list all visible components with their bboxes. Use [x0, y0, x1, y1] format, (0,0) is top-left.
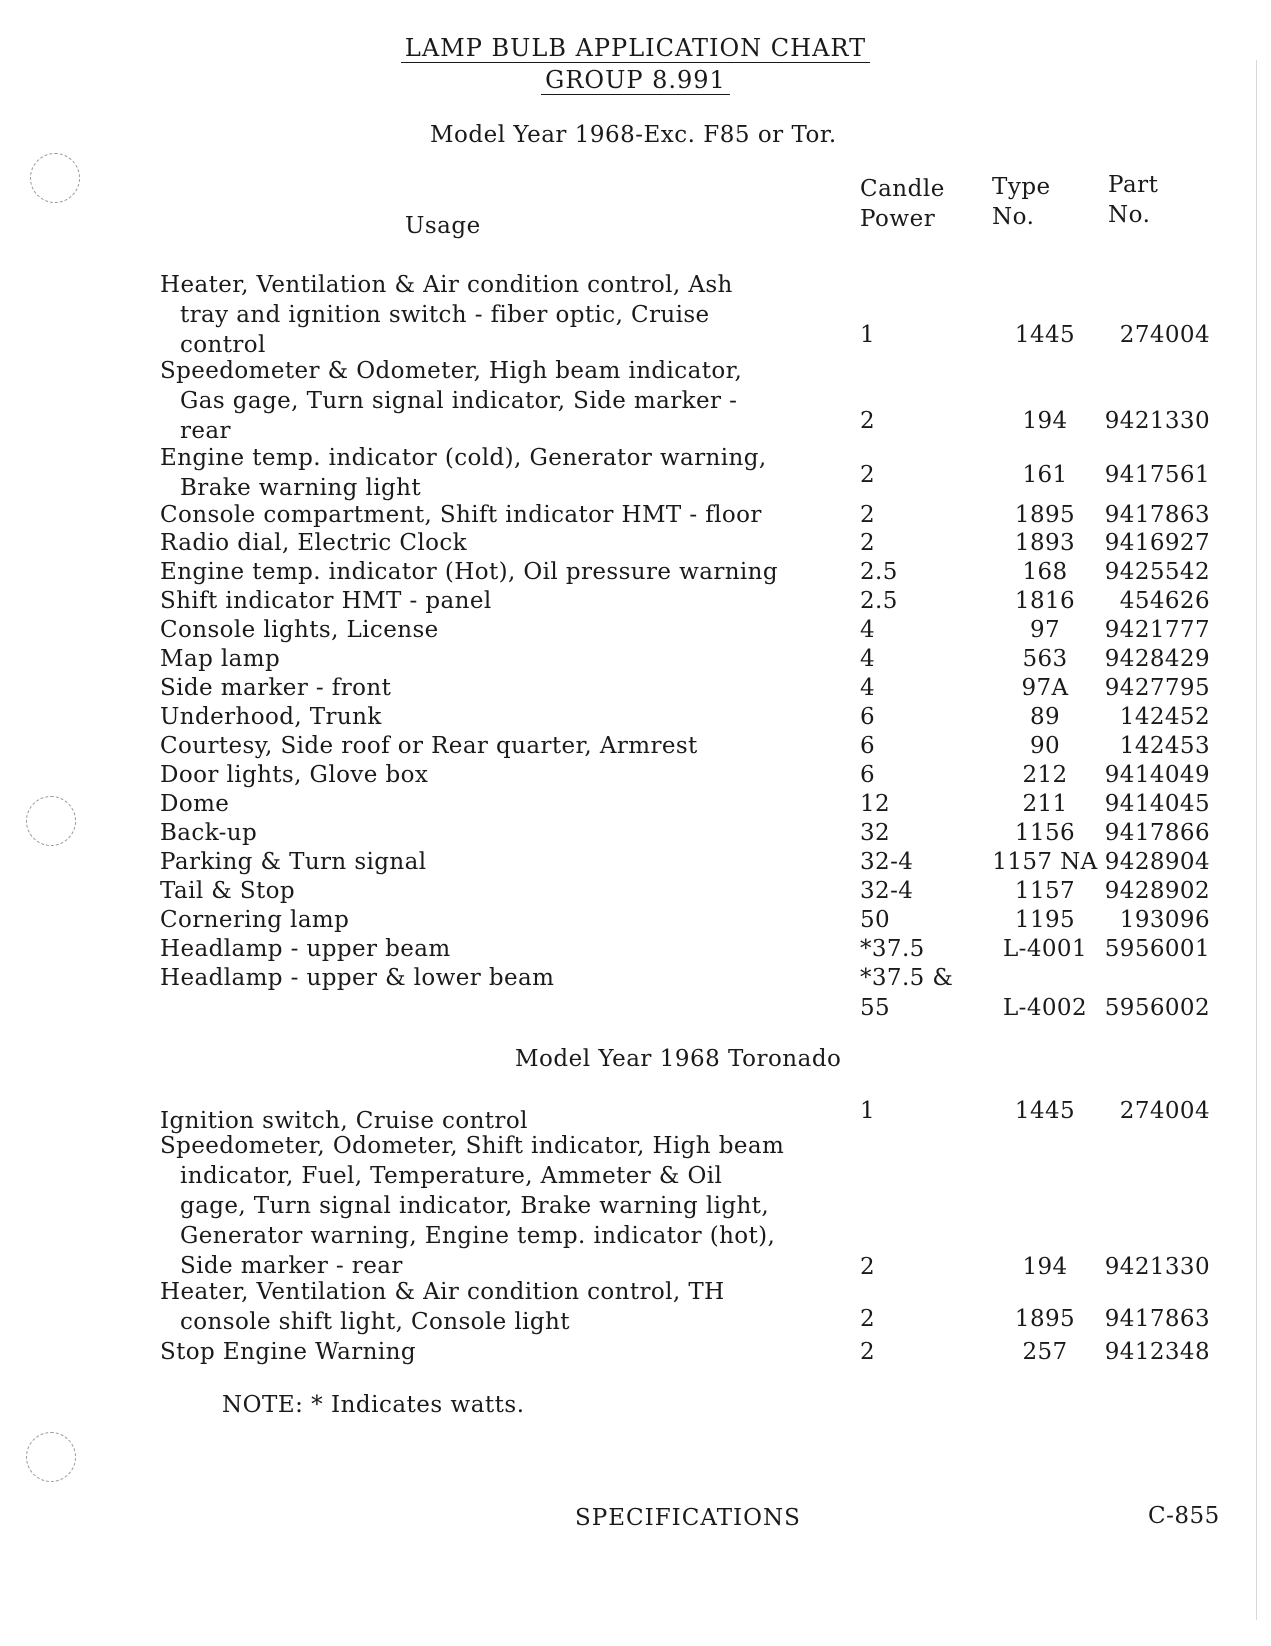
type-number-cell: 1895 — [1014, 502, 1076, 528]
usage-line: Door lights, Glove box — [160, 762, 429, 788]
usage-cell — [160, 270, 820, 360]
usage-line: Headlamp - upper & lower beam — [160, 965, 555, 991]
candle-power-cell: 32-4 — [860, 878, 914, 904]
usage-cell — [160, 528, 820, 558]
candle-power-cell: 2 — [860, 1306, 876, 1332]
part-number-cell: 9421330 — [1104, 1254, 1210, 1280]
part-number-cell: 9428902 — [1104, 878, 1210, 904]
type-number-cell: 1157 NA — [992, 849, 1098, 875]
usage-cell — [160, 557, 820, 587]
usage-cell — [160, 905, 820, 935]
binder-hole-middle — [26, 796, 76, 846]
usage-cell — [160, 760, 820, 790]
usage-line: Brake warning light — [180, 475, 421, 501]
part-number-cell: 9428904 — [1104, 849, 1210, 875]
usage-cell — [160, 586, 820, 616]
usage-cell — [160, 847, 820, 877]
type-number-cell: 97A — [1021, 675, 1069, 701]
binder-hole-top — [30, 153, 80, 203]
candle-power-cell: 32-4 — [860, 849, 914, 875]
usage-line: Engine temp. indicator (cold), Generator warning, — [160, 445, 767, 471]
candle-power-cell: 32 — [860, 820, 891, 846]
type-number-cell: 1195 — [1014, 907, 1076, 933]
part-number-cell: 9417863 — [1104, 502, 1210, 528]
candle-power-cell: 12 — [860, 791, 891, 817]
usage-line: console shift light, Console light — [180, 1309, 570, 1335]
part-number-cell: 274004 — [1119, 322, 1210, 348]
usage-line: Dome — [160, 791, 230, 817]
usage-cell — [160, 673, 820, 703]
section-title-toronado: Model Year 1968 Toronado — [515, 1046, 842, 1072]
type-number-cell: 89 — [1029, 704, 1061, 730]
candle-power-cell: 1 — [860, 1098, 876, 1124]
candle-power-cell: *37.5 — [860, 936, 925, 962]
usage-cell — [160, 443, 820, 503]
type-number-cell: 90 — [1029, 733, 1061, 759]
candle-power-cell: 50 — [860, 907, 891, 933]
candle-power-cell: 2 — [860, 1339, 876, 1365]
usage-cell — [160, 615, 820, 645]
usage-line: Gas gage, Turn signal indicator, Side marker - — [180, 388, 738, 414]
part-number-cell: 5956002 — [1104, 995, 1210, 1021]
type-number-cell: 1895 — [1014, 1306, 1076, 1332]
usage-line: Heater, Ventilation & Air condition control, TH — [160, 1279, 725, 1305]
part-number-cell: 9414045 — [1104, 791, 1210, 817]
candle-power-cell: 4 — [860, 646, 876, 672]
type-number-cell: 97 — [1029, 617, 1061, 643]
binder-hole-bottom — [26, 1432, 76, 1482]
part-number-cell: 142452 — [1119, 704, 1210, 730]
usage-line: Tail & Stop — [160, 878, 296, 904]
usage-line: Engine temp. indicator (Hot), Oil pressure warning — [160, 559, 779, 585]
type-number-cell: 194 — [1022, 1254, 1068, 1280]
column-header-usage: Usage — [405, 213, 481, 239]
candle-power-cell: 2 — [860, 408, 876, 434]
type-number-cell: 1157 — [1014, 878, 1076, 904]
note-text: NOTE: * Indicates watts. — [222, 1392, 525, 1418]
part-number-cell: 9428429 — [1104, 646, 1210, 672]
usage-line: Stop Engine Warning — [160, 1339, 416, 1365]
type-number-cell: L-4002 — [1003, 995, 1087, 1021]
type-number-cell: L-4001 — [1003, 936, 1087, 962]
usage-cell — [160, 1131, 820, 1281]
type-number-cell: 257 — [1022, 1339, 1068, 1365]
candle-power-cell: 2.5 — [860, 559, 898, 585]
usage-cell — [160, 356, 820, 446]
usage-line: Ignition switch, Cruise control — [160, 1108, 528, 1134]
usage-cell — [160, 702, 820, 732]
usage-line: Back-up — [160, 820, 258, 846]
part-number-cell: 9421330 — [1104, 408, 1210, 434]
column-header-type-no: Type No. — [992, 174, 1051, 230]
usage-line: Courtesy, Side roof or Rear quarter, Armrest — [160, 733, 698, 759]
type-number-cell: 1445 — [1014, 1098, 1076, 1124]
usage-cell — [160, 876, 820, 906]
part-number-cell: 193096 — [1119, 907, 1210, 933]
usage-line: rear — [180, 418, 231, 444]
usage-cell — [160, 500, 820, 530]
chart-title: LAMP BULB APPLICATION CHART — [0, 34, 1271, 62]
usage-line: Parking & Turn signal — [160, 849, 427, 875]
usage-cell — [160, 731, 820, 761]
type-number-cell: 168 — [1022, 559, 1068, 585]
candle-power-cell: 6 — [860, 762, 876, 788]
type-number-cell: 161 — [1022, 462, 1068, 488]
usage-line: gage, Turn signal indicator, Brake warning light, — [180, 1193, 770, 1219]
type-number-cell: 1816 — [1014, 588, 1076, 614]
usage-line: control — [180, 332, 266, 358]
footer-section-label: SPECIFICATIONS — [575, 1505, 801, 1531]
candle-power-cell: 2 — [860, 530, 876, 556]
usage-cell — [160, 963, 820, 993]
candle-power-cell: 2.5 — [860, 588, 898, 614]
candle-power-cell: 4 — [860, 617, 876, 643]
candle-power-cell: 6 — [860, 733, 876, 759]
candle-power-cell: 1 — [860, 322, 876, 348]
usage-line: Console lights, License — [160, 617, 439, 643]
section-title-1968-exc: Model Year 1968-Exc. F85 or Tor. — [430, 122, 837, 148]
candle-power-cell: 2 — [860, 462, 876, 488]
usage-line: tray and ignition switch - fiber optic, Cruise — [180, 302, 710, 328]
usage-cell — [160, 1277, 820, 1337]
candle-power-cell: 6 — [860, 704, 876, 730]
candle-power-cell: 2 — [860, 502, 876, 528]
part-number-cell: 9427795 — [1104, 675, 1210, 701]
part-number-cell: 5956001 — [1104, 936, 1210, 962]
usage-cell — [160, 818, 820, 848]
usage-line: Map lamp — [160, 646, 281, 672]
usage-line: Headlamp - upper beam — [160, 936, 451, 962]
part-number-cell: 142453 — [1119, 733, 1210, 759]
page-edge-line — [1256, 60, 1257, 1620]
part-number-cell: 454626 — [1119, 588, 1210, 614]
candle-power-cell: 2 — [860, 1254, 876, 1280]
type-number-cell: 1893 — [1014, 530, 1076, 556]
type-number-cell: 1156 — [1014, 820, 1076, 846]
usage-cell — [160, 934, 820, 964]
part-number-cell: 9412348 — [1104, 1339, 1210, 1365]
part-number-cell: 274004 — [1119, 1098, 1210, 1124]
usage-line: Console compartment, Shift indicator HMT - floor — [160, 502, 762, 528]
type-number-cell: 563 — [1022, 646, 1068, 672]
type-number-cell: 212 — [1022, 762, 1068, 788]
usage-line: Side marker - rear — [180, 1253, 403, 1279]
usage-cell — [160, 1337, 820, 1367]
usage-line: Side marker - front — [160, 675, 392, 701]
part-number-cell: 9425542 — [1104, 559, 1210, 585]
usage-line: Heater, Ventilation & Air condition control, Ash — [160, 272, 733, 298]
type-number-cell: 211 — [1022, 791, 1068, 817]
usage-line: Radio dial, Electric Clock — [160, 530, 468, 556]
part-number-cell: 9417863 — [1104, 1306, 1210, 1332]
type-number-cell: 1445 — [1014, 322, 1076, 348]
column-header-part-no: Part No. — [1108, 172, 1159, 228]
type-number-cell: 194 — [1022, 408, 1068, 434]
usage-line: Speedometer & Odometer, High beam indicator, — [160, 358, 743, 384]
part-number-cell: 9414049 — [1104, 762, 1210, 788]
usage-line: Underhood, Trunk — [160, 704, 382, 730]
usage-line: indicator, Fuel, Temperature, Ammeter & Oil — [180, 1163, 723, 1189]
usage-line: Shift indicator HMT - panel — [160, 588, 492, 614]
usage-line: Speedometer, Odometer, Shift indicator, High beam — [160, 1133, 785, 1159]
part-number-cell: 9421777 — [1104, 617, 1210, 643]
part-number-cell: 9416927 — [1104, 530, 1210, 556]
part-number-cell: 9417561 — [1104, 462, 1210, 488]
usage-line: Generator warning, Engine temp. indicator (hot), — [180, 1223, 776, 1249]
part-number-cell: 9417866 — [1104, 820, 1210, 846]
candle-power-cell: *37.5 & 55 — [860, 965, 954, 1021]
candle-power-cell: 4 — [860, 675, 876, 701]
usage-cell — [160, 789, 820, 819]
group-number: GROUP 8.991 — [0, 66, 1271, 94]
usage-cell — [160, 644, 820, 674]
page-number: C-855 — [1148, 1503, 1220, 1529]
usage-line: Cornering lamp — [160, 907, 350, 933]
column-header-candle-power: Candle Power — [860, 176, 945, 232]
